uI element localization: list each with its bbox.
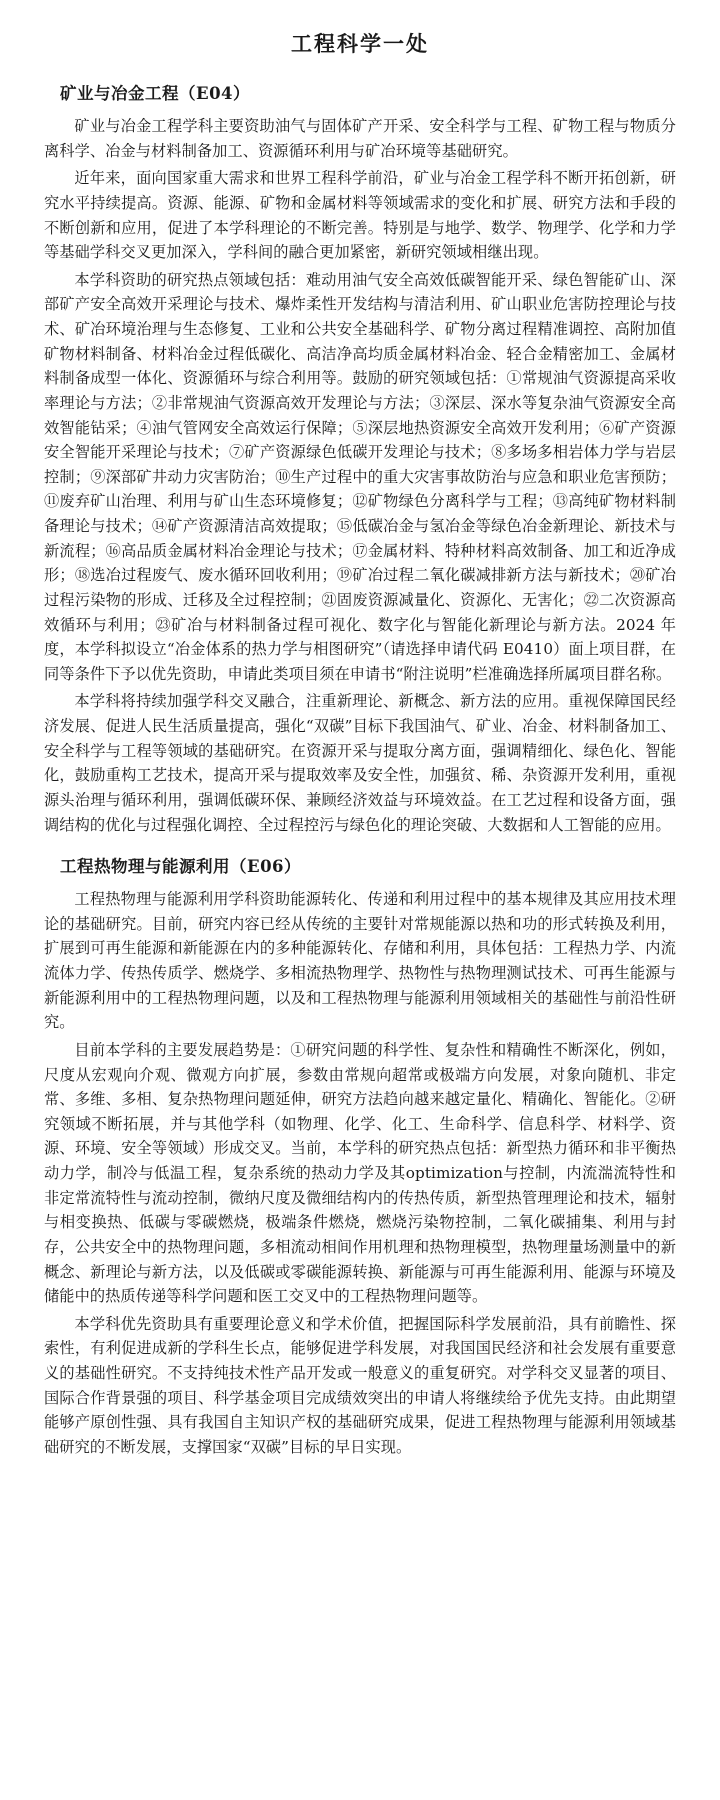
paragraph: 本学科资助的研究热点领域包括：难动用油气安全高效低碳智能开采、绿色智能矿山、深部矿产安全高效开采理论与技术、爆炸柔性开发结构与清洁利用、矿山职业危害防控理论与技术、矿冶环境治理与生态修复、工业和公共安全基础科学、矿物分离过程精准调控、高附加值矿物材料制备、材料冶金过程低碳化、高洁净高均质金属材料冶金、轻合金精密加工、金属材料制备成型一体化、资源循环与综合利用等。鼓励的研究领域包括：①常规油气资源提高采收率理论与方法；②非常规油气资源高效开发理论与方法；③深层、深水等复杂油气资源安全高效智能钻采；④油气管网安全高效运行保障；⑤深层地热资源安全高效开发利用；⑥矿产资源安全智能开采理论与技术；⑦矿产资源绿色低碳开发理论与技术；⑧多场多相岩体力学与岩层控制；⑨深部矿井动力灾害防治；⑩生产过程中的重大灾害事故防治与应急和职业危害预防；⑪废弃矿山治理、利用与矿山生态环境修复；⑫矿物绿色分离科学与工程；⑬高纯矿物材料制备理论与技术；⑭矿产资源清洁高效提取；⑮低碳冶金与氢冶金等绿色冶金新理论、新技术与新流程；⑯高品质金属材料冶金理论与技术；⑰金属材料、特种材料高效制备、加工和近净成形；⑱选冶过程废气、废水循环回收利用；⑲矿冶过程二氧化碳减排新方法与新技术；⑳矿冶过程污染物的形成、迁移及全过程控制；㉑固废资源减量化、资源化、无害化；㉒二次资源高效循环与利用；㉓矿冶与材料制备过程可视化、数字化与智能化新理论与新方法。2024 年度，本学科拟设立“冶金体系的热力学与相图研究”（请选择申请代码 E0410）面上项目群，在同等条件下予以优先资助，申请此类项目须在申请书“附注说明”栏准确选择所属项目群名称。 <box>44 270 676 683</box>
page-title: 工程科学一处 <box>291 31 429 56</box>
section-mining-metallurgy <box>44 80 676 837</box>
paragraph: 工程热物理与能源利用学科资助能源转化、传递和利用过程中的基本规律及其应用技术理论的基础研究。目前，研究内容已经从传统的主要针对常规能源以热和功的形式转换及利用，扩展到可再生能源和新能源在内的多种能源转化、存储和利用，具体包括：工程热力学、内流流体力学、传热传质学、燃烧学、多相流热物理学、热物性与热物理测试技术、可再生能源与新能源利用中的工程热物理问题，以及和工程热物理与能源利用领域相关的基础性与前沿性研究。 <box>44 890 676 1032</box>
section-heading-mining: 矿业与冶金工程（E04） <box>60 84 251 103</box>
paragraph: 本学科优先资助具有重要理论意义和学术价值，把握国际科学发展前沿，具有前瞻性、探索性，有利促进成新的学科生长点，能够促进学科发展，对我国国民经济和社会发展有重要意义的基础性研究。不支持纯技术性产品开发或一般意义的重复研究。对学科交叉显著的项目、国际合作背景强的项目、科学基金项目完成绩效突出的申请人将继续给予优先支持。由此期望能够产原创性强、具有我国自主知识产权的基础研究成果，促进工程热物理与能源利用领域基础研究的不断发展，支撑国家“双碳”目标的早日实现。 <box>44 1314 676 1456</box>
section-engineering-thermophysics <box>44 853 676 1459</box>
paragraph: 本学科将持续加强学科交叉融合，注重新理论、新概念、新方法的应用。重视保障国民经济发展、促进人民生活质量提高，强化“双碳”目标下我国油气、矿业、冶金、材料制备加工、安全科学与工程等领域的基础研究。在资源开采与提取分离方面，强调精细化、绿色化、智能化，鼓励重构工艺技术，提高开采与提取效率及安全性，加强贫、稀、杂资源开发利用，重视源头治理与循环利用，强调低碳环保、兼顾经济效益与环境效益。在工艺过程和设备方面，强调结构的优化与过程强化调控、全过程控污与绿色化的理论突破、大数据和人工智能的应用。 <box>44 692 676 834</box>
paragraph: 矿业与冶金工程学科主要资助油气与固体矿产开采、安全科学与工程、矿物工程与物质分离科学、冶金与材料制备加工、资源循环利用与矿冶环境等基础研究。 <box>44 117 676 160</box>
paragraph: 近年来，面向国家重大需求和世界工程科学前沿，矿业与冶金工程学科不断开拓创新，研究水平持续提高。资源、能源、矿物和金属材料等领域需求的变化和扩展、研究方法和手段的不断创新和应用，促进了本学科理论的不断完善。特别是与地学、数学、物理学、化学和力学等基础学科交叉更加深入，学科间的融合更加紧密，新研究领域相继出现。 <box>44 169 676 262</box>
paragraph: 目前本学科的主要发展趋势是：①研究问题的科学性、复杂性和精确性不断深化，例如，尺度从宏观向介观、微观方向扩展，参数由常规向超常或极端方向发展，对象向随机、非定常、多维、多相、复杂热物理问题延伸，研究方法趋向越来越定量化、精确化、智能化。②研究领域不断拓展，并与其他学科（如物理、化学、化工、生命科学、信息科学、材料学、资源、环境、安全等领域）形成交叉。当前，本学科的研究热点包括：新型热力循环和非平衡热动力学，制冷与低温工程，复杂系统的热动力学及其optimization与控制，内流湍流特性和非定常流特性与流动控制，微纳尺度及微细结构内的传热传质，新型热管理理论和技术，辐射与相变换热、低碳与零碳燃烧，极端条件燃烧，燃烧污染物控制，二氧化碳捕集、利用与封存，公共安全中的热物理问题，多相流动相间作用机理和热物理模型，热物理量场测量中的新概念、新理论与新方法，以及低碳或零碳能源转换、新能源与可再生能源利用、能源与环境及储能中的热质传递等科学问题和医工交叉中的工程热物理问题等。 <box>44 1040 676 1306</box>
section-heading-thermophysics: 工程热物理与能源利用（E06） <box>60 857 302 877</box>
